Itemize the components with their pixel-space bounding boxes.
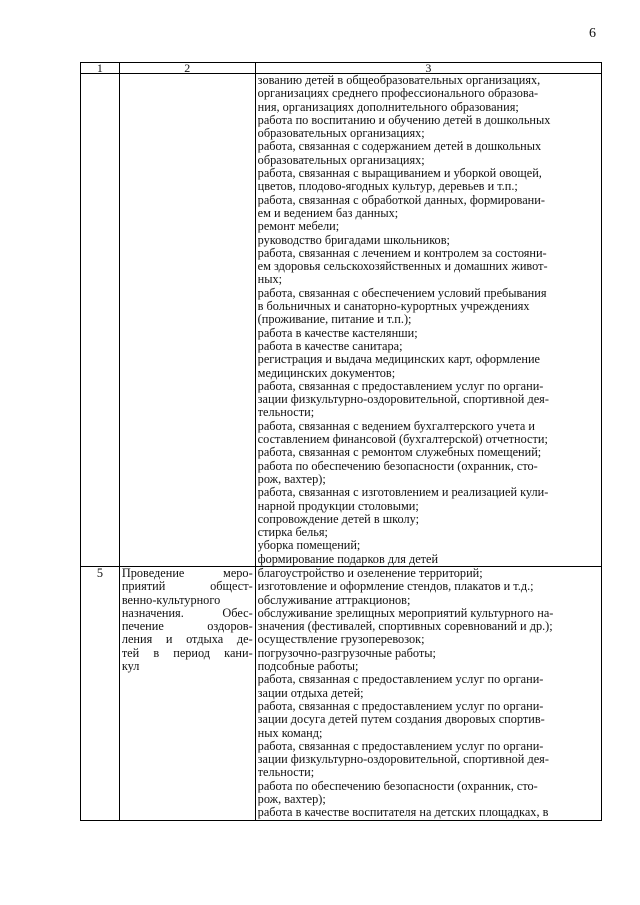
text-line: благоустройство и озеленение территорий; (257, 566, 483, 580)
header-col-2: 2 (119, 63, 255, 74)
text-line: работа, связанная с предоставлением услуг по органи- (257, 673, 544, 687)
text-line: ных команд; (257, 726, 323, 740)
text-line: образовательных организациях; (257, 153, 425, 167)
header-col-1: 1 (81, 63, 120, 74)
text-line: назначения. Обес- (121, 606, 253, 620)
text-line: ных; (257, 273, 283, 287)
text-line: зации физкультурно-оздоровительной, спортивной дея- (257, 753, 549, 767)
text-line: погрузочно-разгрузочные работы; (257, 646, 436, 660)
text-line: рож, вахтер); (257, 793, 326, 807)
row-description-cell (119, 74, 255, 567)
text-line: работа, связанная с лечением и контролем за состояни- (257, 246, 547, 260)
text-line: зованию детей в общеобразовательных организациях, (257, 74, 541, 87)
text-line: тельности; (257, 766, 315, 780)
text-line: работа, связанная с ремонтом служебных помещений; (257, 446, 542, 460)
text-line: работа, связанная с обработкой данных, формировани- (257, 193, 545, 207)
works-list (258, 74, 599, 566)
text-line: венно-культурного (121, 593, 221, 607)
text-line: работа, связанная с обеспечением условий пребывания (257, 286, 547, 300)
text-line: ем здоровья сельскохозяйственных и домашних живот- (257, 260, 548, 274)
text-line: цветов, плодово-ягодных культур, деревьев и т.п.; (257, 180, 518, 194)
text-line: нарной продукции столовыми; (257, 499, 419, 513)
row-number-cell (81, 74, 120, 567)
text-line: работа, связанная с предоставлением услуг по органи- (257, 739, 544, 753)
text-line: осуществление грузоперевозок; (257, 633, 425, 647)
header-col-3: 3 (255, 63, 601, 74)
text-line: зации досуга детей путем создания дворовых спортив- (257, 713, 545, 727)
text-line: образовательных организациях; (257, 127, 425, 141)
text-line: приятий общест- (121, 580, 253, 594)
row-description-cell (119, 566, 255, 820)
table-row-5 (81, 566, 602, 820)
text-line: рож, вахтер); (257, 472, 326, 486)
text-line: работа, связанная с выращиванием и уборкой овощей, (257, 167, 542, 181)
text-line: работа, связанная с предоставлением услуг по органи- (257, 699, 544, 713)
text-line: печение оздоров- (121, 620, 253, 634)
text-line: подсобные работы; (257, 660, 359, 674)
text-line: зации отдыха детей; (257, 686, 364, 700)
text-line: работа в качестве санитара; (257, 339, 403, 353)
text-line: (проживание, питание и т.п.); (257, 313, 412, 327)
text-line: Проведение меро- (121, 566, 253, 580)
text-line: работа по обеспечению безопасности (охранник, сто- (257, 459, 538, 473)
text-line: ем и ведением баз данных; (257, 206, 399, 220)
text-line: медицинских документов; (257, 366, 396, 380)
text-line: работа в качестве воспитателя на детских площадках, в (257, 806, 549, 820)
text-line: работа по воспитанию и обучению детей в дошкольных (257, 113, 551, 127)
text-line: работа, связанная с предоставлением услуг по органи- (257, 379, 544, 393)
text-line: работа, связанная с изготовлением и реализацией кули- (257, 486, 549, 500)
text-line: ния, организациях дополнительного образования; (257, 100, 519, 114)
row-works-cell (255, 566, 601, 820)
text-line: руководство бригадами школьников; (257, 233, 450, 247)
text-line: ления и отдыха де- (121, 633, 253, 647)
text-line: работа по обеспечению безопасности (охранник, сто- (257, 779, 538, 793)
text-line: составлением финансовой (бухгалтерской) отчетности; (257, 433, 548, 447)
text-line: работа, связанная с содержанием детей в дошкольных (257, 140, 542, 154)
text-line: обслуживание аттракционов; (257, 593, 411, 607)
table-row-continuation (81, 74, 602, 567)
text-line: изготовление и оформление стендов, плакатов и т.д.; (257, 580, 534, 594)
row-works-cell (255, 74, 601, 567)
text-line: кул (121, 660, 140, 674)
works-list (258, 567, 599, 820)
table-header-row (81, 63, 602, 74)
text-line: зации физкультурно-оздоровительной, спортивной дея- (257, 393, 549, 407)
activity-description (122, 567, 253, 673)
text-line: тельности; (257, 406, 315, 420)
text-line: ремонт мебели; (257, 220, 340, 234)
text-line: работа в качестве кастелянши; (257, 326, 418, 340)
text-line: организациях среднего профессионального образова- (257, 87, 539, 101)
text-line: тей в период кани- (121, 646, 253, 660)
text-line: стирка белья; (257, 526, 328, 540)
text-line: работа, связанная с ведением бухгалтерского учета и (257, 419, 535, 433)
text-line: сопровождение детей в школу; (257, 512, 420, 526)
text-line: регистрация и выдача медицинских карт, оформление (257, 353, 540, 367)
row-number-cell: 5 (81, 566, 120, 820)
text-line: формирование подарков для детей (257, 552, 439, 566)
text-line: уборка помещений; (257, 539, 361, 553)
text-line: в больничных и санаторно-курортных учреждениях (257, 300, 530, 314)
text-line: обслуживание зрелищных мероприятий культурного на- (257, 606, 554, 620)
activities-table (80, 62, 602, 821)
page-number: 6 (589, 26, 596, 41)
text-line: значения (фестивалей, спортивных соревнований и др.); (257, 620, 553, 634)
